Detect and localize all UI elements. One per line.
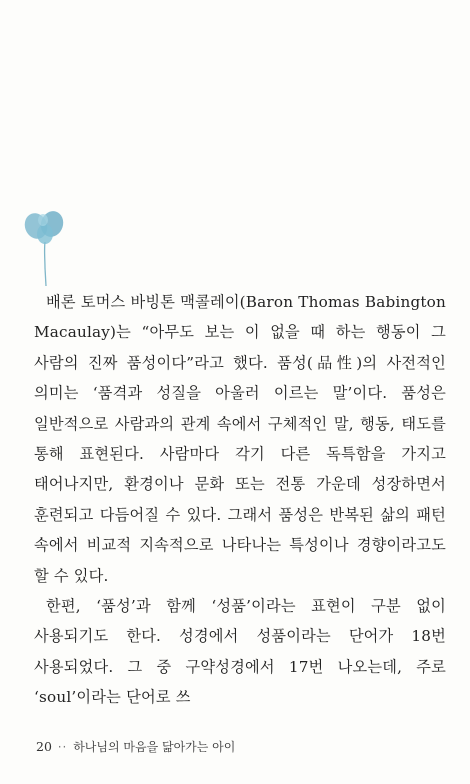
book-title: 하나님의 마음을 닮아가는 아이: [73, 740, 236, 754]
paragraph: 한편, ‘품성’과 함께 ‘성품’이라는 표현이 구분 없이 사용되기도 한다. 성경에서 성품이라는 단어가 18번 사용되었다. 그 중 구약성경에서 17번 나오는데, 주로 ‘soul’이라는 단어로 쓰: [34, 597, 446, 707]
paragraph: 배론 토머스 바빙톤 맥콜레이(Baron Thomas Babington Macaulay)는 “아무도 보는 이 없을 때 하는 행동이 그 사람의 진짜 품성이다”라고 했다. 품성(品性)의 사전적인 의미는 ‘품격과 성질을 아울러 이르는 말’이다. 품성은 일반적으로 사람과의 관계 속에서 구체적인 말, 행동, 태도를 통해 표현된다. 사람마다 각기 다른 독특함을 가지고 태어나지만, 환경이나 문화 또는 전통 가운데 성장하면서 훈련되고 다듬어질 수 있다. 그래서 품성은 반복된 삶의 패턴 속에서 비교적 지속적으로 나타나는 특성이나 경향이라고도 할 수 있다.: [34, 293, 446, 585]
blue-flower-icon: [22, 208, 68, 288]
body-text: [34, 287, 446, 713]
page-number: 20: [36, 739, 52, 754]
page-footer: [36, 738, 235, 755]
footer-separator: ··: [57, 740, 68, 754]
